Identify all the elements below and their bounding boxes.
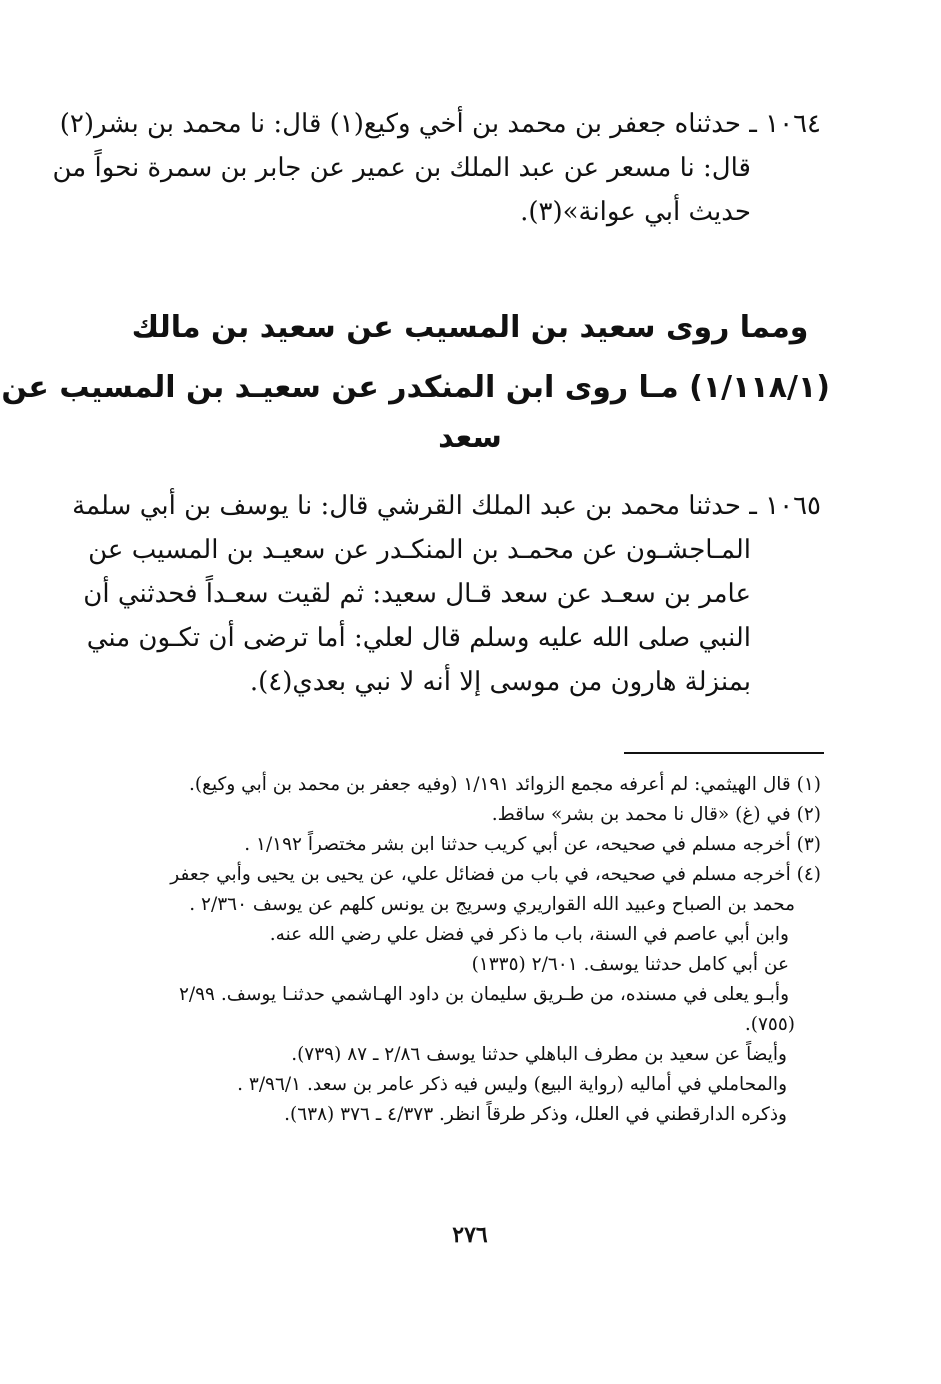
section-heading-line-1: ومما روى سعيد بن المسيب عن سعيد بن مالك: [131, 310, 809, 345]
hadith-1064-line-1: ١٠٦٤ ـ حدثناه جعفر بن محمد بن أخي وكيع(١) قال: نا محمد بن بشر(٢): [59, 109, 821, 139]
footnote-4-line-4: عن أبي كامل حدثنا يوسف. ٢/٦٠١ (١٣٣٥): [471, 954, 789, 975]
footnote-4-line-8: والمحاملي في أماليه (رواية البيع) وليس فيه ذكر عامر بن سعد. ٣/٩٦/١ .: [237, 1074, 787, 1095]
footnote-4-line-9: وذكره الدارقطني في العلل، وذكر طرقاً انظر. ٤/٣٧٣ ـ ٣٧٦ (٦٣٨).: [284, 1104, 787, 1125]
section-heading-line-3: سعد: [438, 420, 502, 455]
footnote-4-line-6: (٧٥٥).: [744, 1014, 795, 1035]
footnote-4-line-7: وأيضاً عن سعيد بن مطرف الباهلي حدثنا يوسف ٢/٨٦ ـ ٨٧ (٧٣٩).: [291, 1044, 787, 1065]
footnote-separator: [624, 752, 824, 754]
footnote-2: (٢) في (غ) «قال نا محمد بن بشر» ساقط.: [491, 804, 821, 825]
page-number: ٢٧٦: [452, 1222, 488, 1248]
footnote-4-line-2: محمد بن الصباح وعبيد الله القواريري وسريج بن يونس كلهم عن يوسف ٢/٣٦٠ .: [189, 894, 795, 915]
hadith-1064-line-2: قال: نا مسعر عن عبد الملك بن عمير عن جابر بن سمرة نحواً من: [52, 153, 751, 183]
hadith-1065-line-1: ١٠٦٥ ـ حدثنا محمد بن عبد الملك القرشي قال: نا يوسف بن أبي سلمة: [72, 491, 821, 521]
footnotes: [121, 770, 821, 1130]
hadith-1064-line-3: حديث أبي عوانة»(٣).: [520, 197, 751, 227]
footnote-4-line-5: وأبـو يعلى في مسنده، من طـريق سليمان بن داود الهـاشمي حدثنـا يوسف. ٢/٩٩: [178, 984, 789, 1005]
hadith-1065: [72, 484, 821, 704]
footnote-1: (١) قال الهيثمي: لم أعرفه مجمع الزوائد ١/١٩١ (وفيه جعفر بن محمد بن أبي وكيع).: [189, 774, 821, 795]
hadith-1064: [52, 102, 821, 234]
hadith-1065-line-4: النبي صلى الله عليه وسلم قال لعلي: أما ترضى أن تكـون مني: [86, 623, 751, 653]
hadith-1065-line-2: المـاجشـون عن محمـد بن المنكـدر عن سعيـد بن المسيب عن: [88, 535, 751, 565]
footnote-4-line-3: وابن أبي عاصم في السنة، باب ما ذكر في فضل علي رضي الله عنه.: [269, 924, 789, 945]
hadith-1065-line-5: بمنزلة هارون من موسى إلا أنه لا نبي بعدي(٤).: [249, 667, 751, 697]
section-heading-line-2: (١/١١٨/١) مـا روى ابن المنكدر عن سعيـد بن المسيب عن: [1, 370, 830, 405]
footnote-4-line-1: (٤) أخرجه مسلم في صحيحه، في باب من فضائل علي، عن يحيى بن يحيى وأبي جعفر: [170, 864, 821, 885]
footnote-3: (٣) أخرجه مسلم في صحيحه، عن أبي كريب حدثنا ابن بشر مختصراً ١/١٩٢ .: [244, 834, 821, 855]
hadith-1065-line-3: عامر بن سعـد عن سعد قـال سعيد: ثم لقيت سعـداً فحدثني أن: [83, 579, 751, 609]
